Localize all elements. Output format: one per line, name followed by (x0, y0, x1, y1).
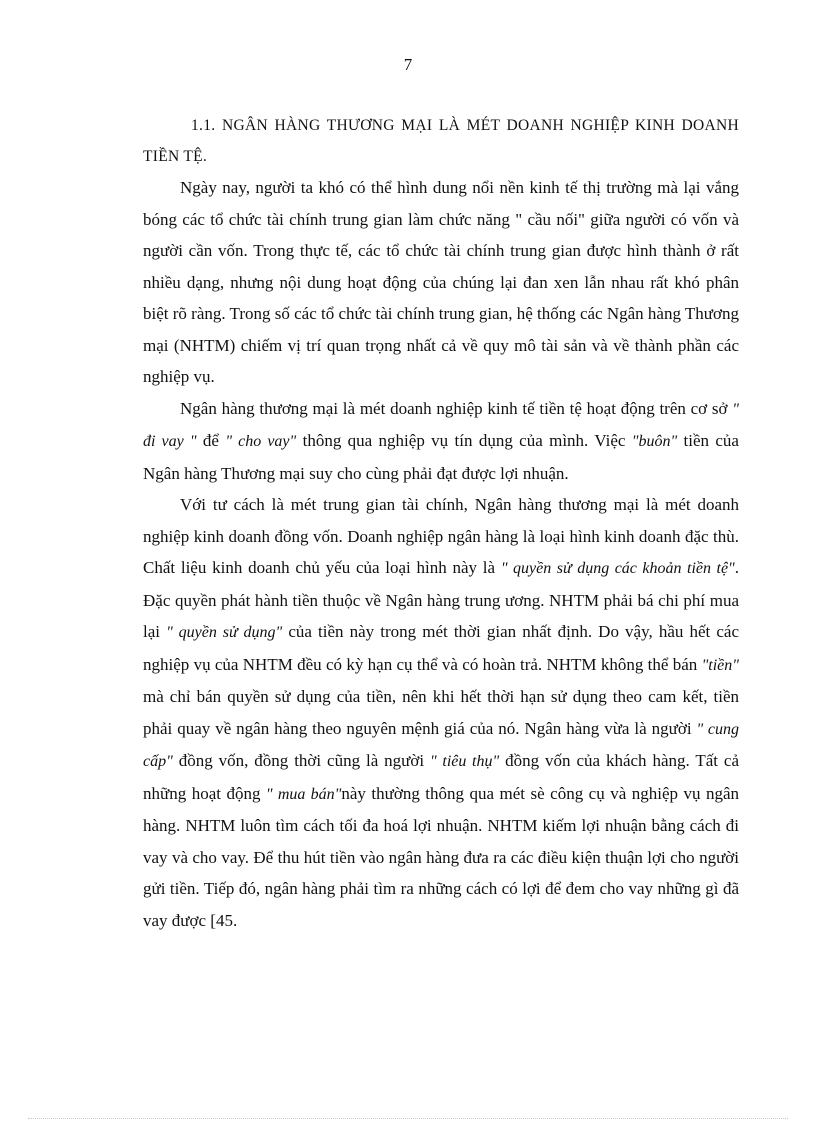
italic-term: " cho vay" (225, 433, 297, 450)
text-run: . Đặc quyền phát hành tiền thuộc về Ngân hàng trung ương. NHTM phải bá chi phí mua lại (143, 558, 740, 641)
text-run: đồng vốn, đồng thời cũng là người (172, 751, 431, 770)
italic-term: " cung cấp" (143, 720, 739, 770)
italic-term: " tiêu thụ" (430, 753, 500, 770)
italic-term: " quyền sử dụng" (166, 624, 283, 641)
text-run: của tiền này trong mét thời gian nhất định. Do vậy, hầu hết các nghiệp vụ của NHTM đều có kỳ hạn cụ thể và có hoàn trả. NHTM không thể bán (143, 622, 739, 674)
text-run: này thường thông qua mét sè công cụ và nghiệp vụ ngân hàng. NHTM luôn tìm cách tối đa hoá lợi nhuận. NHTM kiếm lợi nhuận bằng cách đi vay và cho vay. Để thu hút tiền vào ngân hàng đưa ra các điều kiện thuận lợi cho người gửi tiền. Tiếp đó, ngân hàng phải tìm ra những cách có lợi để đem cho vay những gì đã vay được [45. (143, 783, 739, 930)
text-run: mà chỉ bán quyền sử dụng của tiền, nên khi hết thời hạn sử dụng theo cam kết, tiền phải quay về ngân hàng theo nguyên mệnh giá của nó. Ngân hàng vừa là người (143, 687, 739, 738)
italic-term: " quyền sử dụng các khoản tiền tệ" (500, 560, 735, 577)
italic-term: "tiền" (701, 656, 739, 674)
text-run: đồng vốn của khách hàng. Tất cả những hoạt động (143, 751, 740, 803)
document-body (143, 110, 739, 936)
italic-term: "buôn" (631, 433, 678, 450)
section-heading: 1.1. NGÂN HÀNG THƯƠNG MẠI LÀ MÉT DOANH NGHIỆP KINH DOANH TIỀN TỆ. (143, 117, 739, 165)
italic-term: " mua bán" (265, 785, 342, 803)
text-run: tiền của Ngân hàng Thương mại suy cho cùng phải đạt được lợi nhuận. (143, 431, 739, 483)
page-number: 7 (403, 55, 413, 74)
text-run: Với tư cách là mét trung gian tài chính, Ngân hàng thương mại là mét doanh nghiệp kinh doanh đồng vốn. Doanh nghiệp ngân hàng là loại hình kinh doanh đặc thù. Chất liệu kinh doanh chủ yếu của loại hình này là (143, 495, 739, 577)
page-bottom-divider (28, 1118, 788, 1119)
paragraph-1: Ngày nay, người ta khó có thể hình dung nổi nền kinh tế thị trường mà lại vắng bóng các tổ chức tài chính trung gian làm chức năng " cầu nối" giữa người có vốn và người cần vốn. Trong thực tế, các tổ chức tài chính trung gian được hình thành ở rất nhiều dạng, nhưng nội dung hoạt động của chúng lại đan xen lẫn nhau rất khó phân biệt rõ ràng. Trong số các tổ chức tài chính trung gian, hệ thống các Ngân hàng Thương mại (NHTM) chiếm vị trí quan trọng nhất cả về quy mô tài sản và về thành phần các nghiệp vụ. (143, 178, 739, 386)
paragraph-3 (143, 489, 739, 936)
paragraph-2 (143, 393, 739, 490)
text-run: thông qua nghiệp vụ tín dụng của mình. Việc (296, 431, 632, 450)
text-run: Ngân hàng thương mại là mét doanh nghiệp kinh tế tiền tệ hoạt động trên cơ sở (180, 398, 733, 418)
italic-term: " đi vay " (143, 400, 739, 450)
text-run: để (196, 431, 226, 450)
